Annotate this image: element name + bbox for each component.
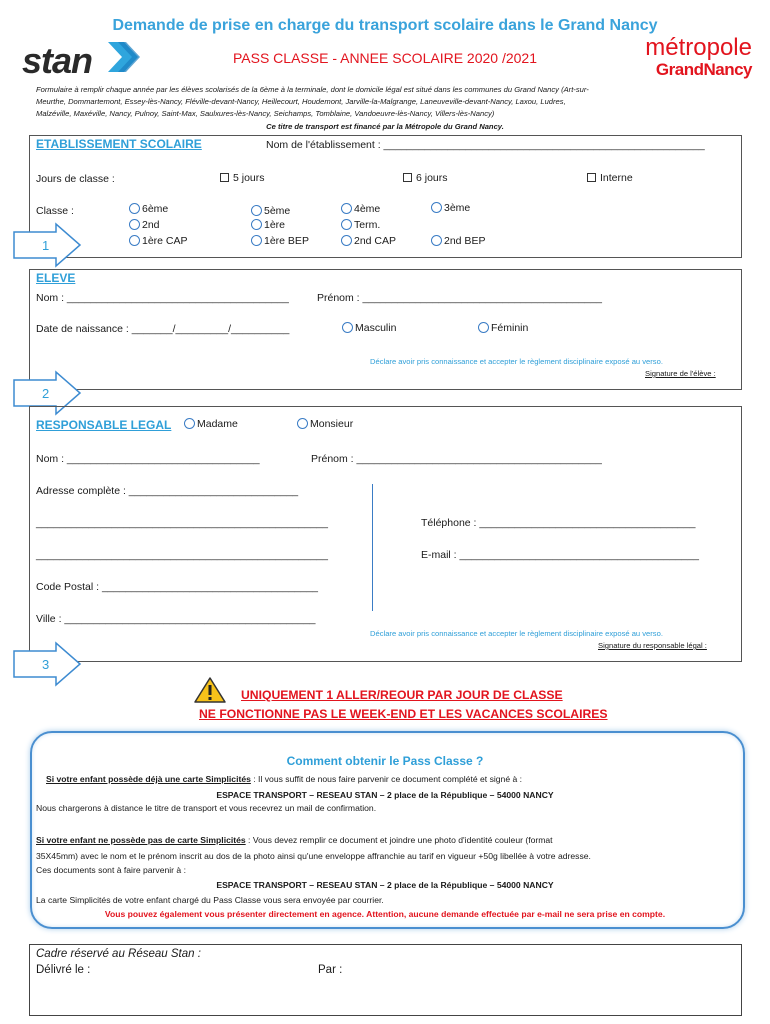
column-divider: [372, 484, 373, 611]
warning-line-2: NE FONCTIONNE PAS LE WEEK-END ET LES VACANCES SCOLAIRES: [199, 707, 608, 721]
metropole-logo: [645, 36, 752, 80]
eleve-birthdate-field[interactable]: Date de naissance : _______/_________/__________: [36, 323, 290, 335]
responsable-nom-field[interactable]: Nom : _________________________________: [36, 453, 260, 465]
stan-logo-text: stan: [22, 40, 93, 81]
eleve-title: ELEVE: [36, 271, 76, 285]
metropole-logo-line2: GrandNancy: [655, 60, 752, 79]
metropole-logo-line1: métropole: [645, 34, 752, 61]
etablissement-title: ETABLISSEMENT SCOLAIRE: [36, 137, 202, 151]
intro-text: [36, 84, 736, 120]
step-number-1: 1: [42, 238, 50, 253]
info-agence-note: Vous pouvez également vous présenter directement en agence. Attention, aucune demande effectuée par e-mail ne sera prise en compte.: [104, 909, 666, 919]
info-p1-end: Nous chargerons à distance le titre de transport et vous recevrez un mail de confirmation.: [36, 803, 377, 813]
responsable-title: RESPONSABLE LEGAL: [36, 418, 172, 432]
radio-6eme[interactable]: 6ème: [129, 203, 168, 215]
radio-2nd-bep[interactable]: 2nd BEP: [431, 235, 485, 247]
postal-code-field[interactable]: Code Postal : _____________________________________: [36, 581, 319, 593]
responsable-signature-label: Signature du responsable légal :: [598, 641, 707, 650]
radio-monsieur[interactable]: Monsieur: [297, 418, 353, 430]
warning-line-1: UNIQUEMENT 1 ALLER/REOUR PAR JOUR DE CLASSE: [241, 688, 563, 702]
par-label: Par :: [318, 964, 343, 976]
city-field[interactable]: Ville : ___________________________________________: [36, 613, 316, 625]
info-p2-lead: Si votre enfant ne possède pas de carte Simplicités: [36, 835, 246, 845]
radio-5eme[interactable]: 5ème: [251, 205, 290, 217]
radio-2nd-cap[interactable]: 2nd CAP: [341, 235, 396, 247]
eleve-prenom-field[interactable]: Prénom : _________________________________________: [317, 292, 602, 304]
responsable-prenom-field[interactable]: Prénom : __________________________________________: [311, 453, 602, 465]
radio-1ere-bep[interactable]: 1ère BEP: [251, 235, 309, 247]
radio-1ere-cap[interactable]: 1ère CAP: [129, 235, 188, 247]
address-line-2[interactable]: __________________________________________________: [36, 517, 328, 529]
intro-line: Meurthe, Dommartemont, Essey-lès-Nancy, Fléville-devant-Nancy, Heillecourt, Houdemont, Jarville-la-Malgrange, Laneuveville-devant-Nancy, Laxou, Ludres,: [36, 97, 566, 106]
checkbox-interne[interactable]: Interne: [587, 172, 633, 184]
address-field[interactable]: Adresse complète : _____________________________: [36, 485, 299, 497]
info-p1-rest: : Il vous suffit de nous faire parvenir ce document complété et signé à :: [250, 774, 523, 784]
eleve-declaration: Déclare avoir pris connaissance et accepter le règlement disciplinaire exposé au verso.: [370, 357, 663, 366]
info-p2-line2: 35X45mm) avec le nom et le prénom inscrit au dos de la photo ainsi qu'une enveloppe affranchie au tarif en vigueur +50g libellée à votre adresse.: [36, 851, 591, 861]
radio-madame[interactable]: Madame: [184, 418, 238, 430]
radio-1ere[interactable]: 1ère: [251, 219, 285, 231]
eleve-nom-field[interactable]: Nom : ______________________________________: [36, 292, 289, 304]
intro-line: Formulaire à remplir chaque année par les élèves scolarisés de la 6ème à la terminale, dont le domicile légal est situé dans les communes du Grand Nancy (Art-sur-: [36, 85, 589, 94]
warning-icon: [193, 676, 227, 704]
info-p2-end: La carte Simplicités de votre enfant chargé du Pass Classe vous sera envoyée par courrier.: [36, 895, 384, 905]
radio-3eme[interactable]: 3ème: [431, 202, 470, 214]
classe-label: Classe :: [36, 205, 74, 217]
financed-note: Ce titre de transport est financé par la Métropole du Grand Nancy.: [266, 122, 504, 131]
checkbox-5-jours[interactable]: 5 jours: [220, 172, 265, 184]
radio-feminin[interactable]: Féminin: [478, 322, 528, 334]
intro-line: Malzéville, Maxéville, Nancy, Pulnoy, Saint-Max, Saulxures-lès-Nancy, Seichamps, Tomblaine, Vandoeuvre-lès-Nancy, Villers-lès-Nancy): [36, 109, 495, 118]
info-p2-line3: Ces documents sont à faire parvenir à :: [36, 865, 186, 875]
etablissement-name-field[interactable]: Nom de l'établissement : _______________________________________________________: [266, 139, 705, 151]
info-paragraph-1: [46, 772, 522, 786]
email-field[interactable]: E-mail : _________________________________________: [421, 549, 699, 561]
step-number-3: 3: [42, 657, 50, 672]
delivered-label: Délivré le :: [36, 964, 91, 976]
page-subtitle: PASS CLASSE - ANNEE SCOLAIRE 2020 /2021: [232, 50, 537, 66]
info-p1-lead: Si votre enfant possède déjà une carte Simplicités: [46, 774, 251, 784]
reserved-title: Cadre réservé au Réseau Stan :: [36, 948, 201, 960]
eleve-signature-label: Signature de l'élève :: [645, 369, 716, 378]
radio-term[interactable]: Term.: [341, 219, 380, 231]
page-title: Demande de prise en charge du transport scolaire dans le Grand Nancy: [112, 17, 658, 34]
responsable-declaration: Déclare avoir pris connaissance et accepter le règlement disciplinaire exposé au verso.: [370, 629, 663, 638]
checkbox-6-jours[interactable]: 6 jours: [403, 172, 448, 184]
info-address-1: ESPACE TRANSPORT – RESEAU STAN – 2 place de la République – 54000 NANCY: [216, 790, 554, 800]
info-paragraph-2: [36, 833, 553, 847]
radio-4eme[interactable]: 4ème: [341, 203, 380, 215]
step-number-2: 2: [42, 386, 50, 401]
radio-2nd[interactable]: 2nd: [129, 219, 160, 231]
address-line-3[interactable]: __________________________________________________: [36, 549, 328, 561]
jours-label: Jours de classe :: [36, 173, 115, 185]
info-address-2: ESPACE TRANSPORT – RESEAU STAN – 2 place de la République – 54000 NANCY: [216, 880, 554, 890]
radio-masculin[interactable]: Masculin: [342, 322, 396, 334]
info-p2-rest: : Vous devez remplir ce document et joindre une photo d'identité couleur (format: [245, 835, 553, 845]
telephone-field[interactable]: Téléphone : _____________________________________: [421, 517, 696, 529]
info-title: Comment obtenir le Pass Classe ?: [286, 754, 484, 768]
